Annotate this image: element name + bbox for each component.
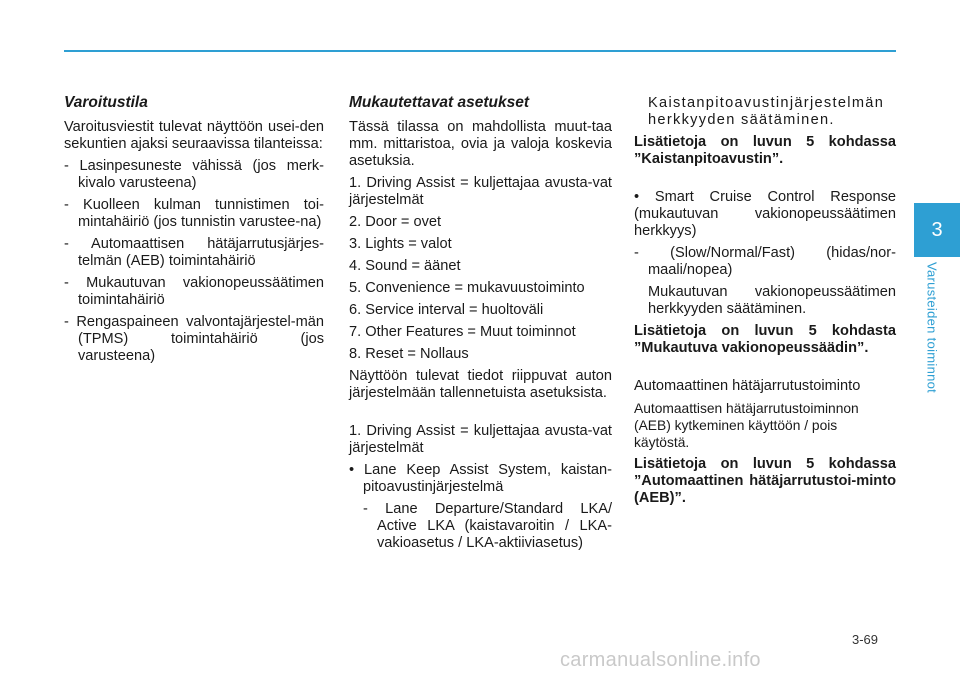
list-item: - Rengaspaineen valvontajärjestel-män (TPMS) toimintahäiriö (jos varusteena)	[64, 314, 324, 364]
watermark: carmanualsonline.info	[560, 649, 761, 671]
sub-item: - (Slow/Normal/Fast) (hidas/nor-maali/nopea)	[634, 245, 896, 278]
page-number: 3-69	[852, 632, 879, 647]
list-item: 7. Other Features = Muut toiminnot	[349, 324, 576, 340]
chapter-tab: 3	[914, 203, 960, 257]
list-item: 8. Reset = Nollaus	[349, 346, 469, 362]
reference-note: Lisätietoja on luvun 5 kohdassa ”Kaistanpitoavustin”.	[634, 134, 896, 167]
section-heading-custom-settings: Mukautettavat asetukset	[349, 94, 530, 111]
chapter-title: Varusteiden toiminnot	[924, 262, 940, 394]
reference-note: Lisätietoja on luvun 5 kohdasta ”Mukautuva vakionopeussäädin”.	[634, 323, 896, 356]
bullet-item: • Lane Keep Assist System, kaistan-pitoavustinjärjestelmä	[349, 462, 612, 495]
column-warning-mode	[64, 94, 324, 370]
list-item: - Automaattisen hätäjarrutusjärjes-telmän (AEB) toimintahäiriö	[64, 236, 324, 269]
chapter-title-vertical	[922, 262, 942, 402]
reference-note: Lisätietoja on luvun 5 kohdassa ”Automaattinen hätäjarrutustoi-minto (AEB)”.	[634, 456, 896, 506]
list-item: 6. Service interval = huoltoväli	[349, 302, 544, 318]
list-item: 4. Sound = äänet	[349, 258, 461, 274]
list-item: - Mukautuvan vakionopeussäätimen toimintahäiriö	[64, 275, 324, 308]
column-custom-settings	[349, 94, 612, 557]
list-item: - Lasinpesuneste vähissä (jos merk-kivalo varusteena)	[64, 158, 324, 191]
paragraph: Kaistanpitoavustinjärjestelmän herkkyyden säätäminen.	[648, 95, 885, 128]
list-item: 5. Convenience = mukavuustoiminto	[349, 280, 585, 296]
paragraph-note: Näyttöön tulevat tiedot riippuvat auton järjestelmään tallennetuista asetuksista.	[349, 368, 612, 401]
list-item: 2. Door = ovet	[349, 214, 442, 230]
subsection-title: Automaattinen hätäjarrutustoiminto	[634, 378, 861, 394]
sub-item: - Lane Departure/Standard LKA/ Active LKA (kaistavaroitin / LKA-vakioasetus / LKA-aktiiviasetus)	[363, 501, 612, 551]
list-item: 3. Lights = valot	[349, 236, 452, 252]
paragraph: Tässä tilassa on mahdollista muut-taa mm. mittaristoa, ovia ja valoja koskevia asetuksia.	[349, 119, 612, 169]
header-rule	[64, 50, 896, 52]
subsection-heading: 1. Driving Assist = kuljettajaa avusta-vat järjestelmät	[349, 423, 612, 456]
paragraph: Varoitusviestit tulevat näyttöön usei-den sekuntien ajaksi seuraavissa tilanteissa:	[64, 119, 324, 152]
column-continued	[634, 95, 896, 512]
list-item: - Kuolleen kulman tunnistimen toi-mintahäiriö (jos tunnistin varustee-na)	[64, 197, 324, 230]
section-heading-warning-mode: Varoitustila	[64, 94, 148, 111]
paragraph: Automaattisen hätäjarrutustoiminnon (AEB) kytkeminen käyttöön / pois käytöstä.	[634, 401, 859, 450]
list-item: 1. Driving Assist = kuljettajaa avusta-vat järjestelmät	[349, 175, 612, 208]
bullet-item: • Smart Cruise Control Response (mukautuvan vakionopeussäätimen herkkyys)	[634, 189, 896, 239]
sub-item-desc: Mukautuvan vakionopeussäätimen herkkyyden säätäminen.	[648, 284, 896, 317]
